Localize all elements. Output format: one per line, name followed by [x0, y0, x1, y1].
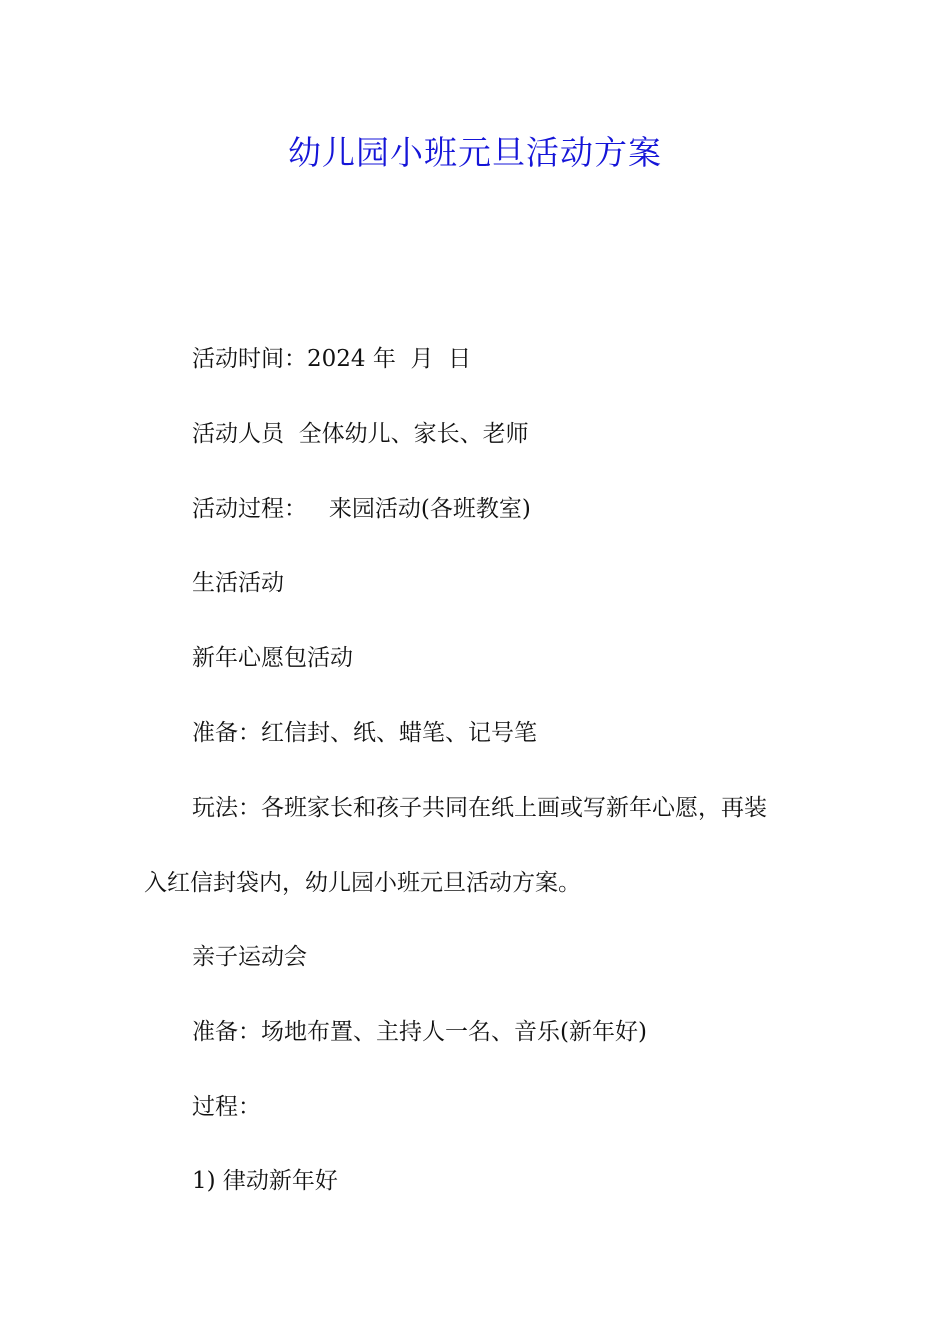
- preparation-line-2: 准备：场地布置、主持人一名、音乐(新年好): [192, 1019, 647, 1045]
- process-line: 活动过程： 来园活动(各班教室): [192, 496, 531, 522]
- document-title: 幼儿园小班元旦活动方案: [288, 133, 662, 172]
- preparation-line-1: 准备：红信封、纸、蜡笔、记号笔: [192, 720, 537, 746]
- section-heading-wish: 新年心愿包活动: [192, 645, 353, 671]
- participants-line: 活动人员 全体幼儿、家长、老师: [192, 421, 529, 447]
- gameplay-line-continued: 入红信封袋内，幼儿园小班元旦活动方案。: [144, 870, 581, 896]
- process-heading: 过程：: [192, 1094, 261, 1120]
- gameplay-line: 玩法：各班家长和孩子共同在纸上画或写新年心愿，再装: [192, 795, 767, 821]
- step-1-line: 1) 律动新年好: [192, 1168, 338, 1194]
- section-heading-life: 生活活动: [192, 570, 284, 596]
- section-heading-sports: 亲子运动会: [192, 944, 307, 970]
- activity-time-line: 活动时间：2024 年 月 日: [192, 346, 472, 372]
